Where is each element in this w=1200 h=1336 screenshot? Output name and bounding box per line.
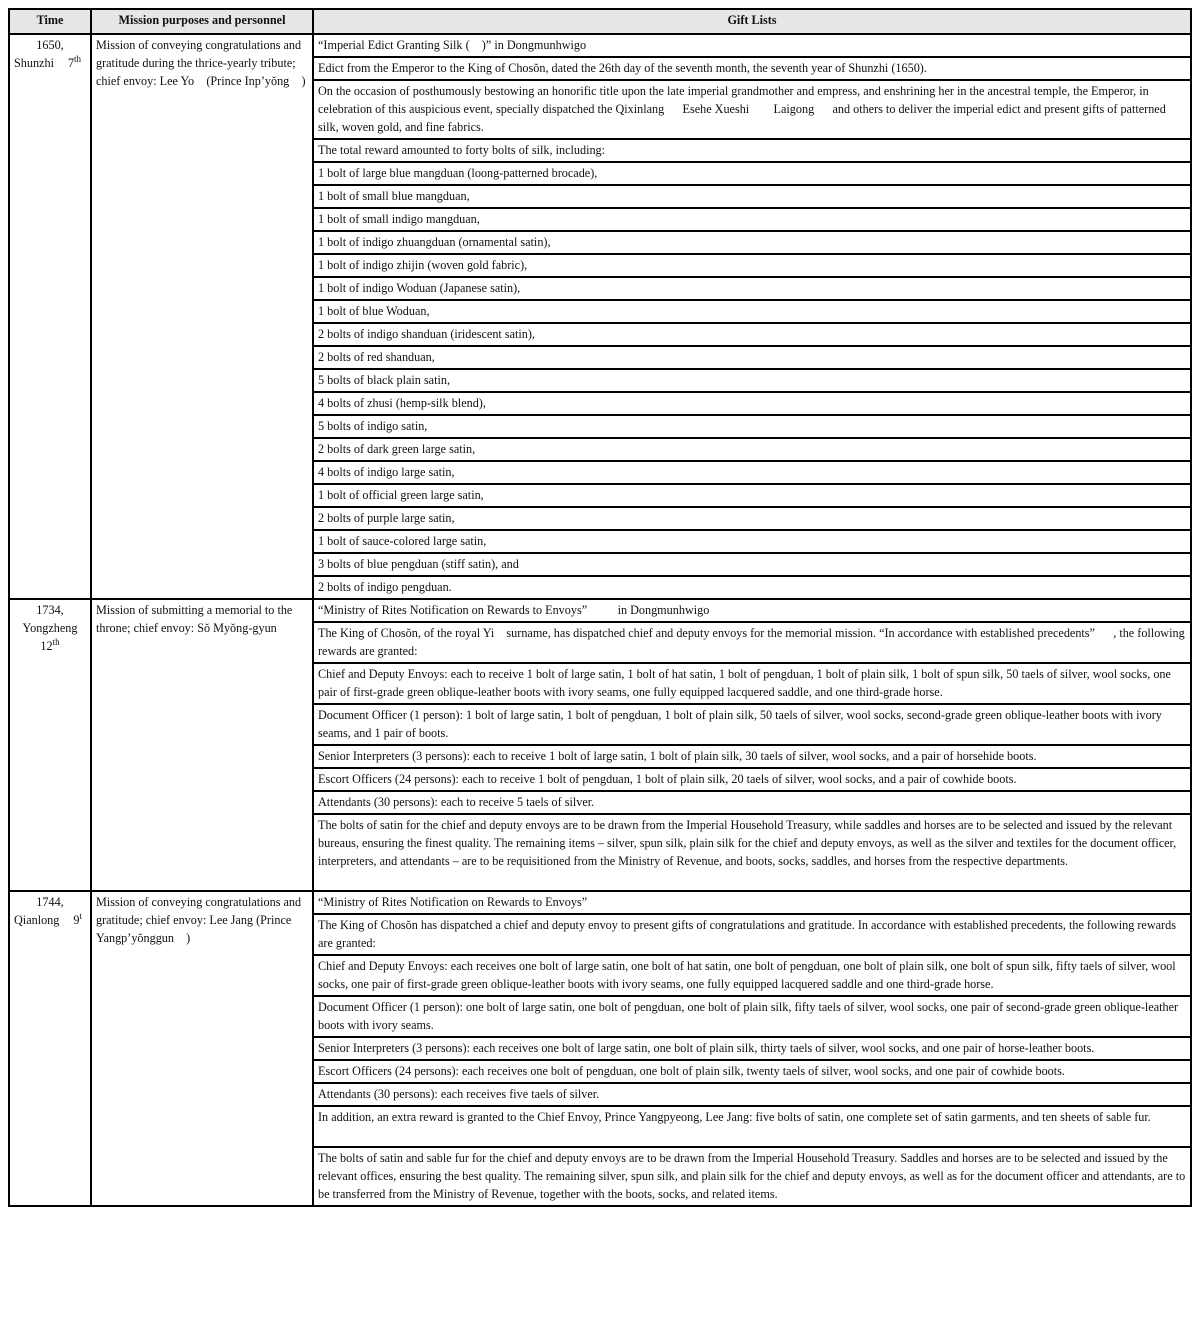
gift-item-cell: 2 bolts of red shanduan,	[313, 346, 1191, 369]
gift-item-cell: Document Officer (1 person): 1 bolt of large satin, 1 bolt of pengduan, 1 bolt of plain silk, 50 taels of silver, wool socks, second-grade green oblique-leather boots with ivory seams, and 1 pair of boots.	[313, 704, 1191, 745]
time-reign-ordinal	[14, 637, 86, 655]
gift-item-cell: The bolts of satin and sable fur for the chief and deputy envoys are to be drawn from the Imperial Household Treasury. Saddles and horses are to be selected and issued by the relevant offices, ensuring the best quality. The remaining silver, spun silk, and plain silk for the chief and deputy envoys, as well as for the document officer and attendants, are to be transferred from the Ministry of Revenue, together with the boots, socks, and related items.	[313, 1147, 1191, 1206]
time-reign-year: 12	[40, 639, 53, 653]
gift-item-cell: “Ministry of Rites Notification on Rewards to Envoys” in Dongmunhwigo	[313, 599, 1191, 622]
gift-item-cell: 1 bolt of large blue mangduan (loong-patterned brocade),	[313, 162, 1191, 185]
time-cell	[9, 599, 91, 891]
gift-item-cell: The King of Chosŏn, of the royal Yi surname, has dispatched chief and deputy envoys for the memorial mission. “In accordance with established precedents” , the following rewards are granted:	[313, 622, 1191, 663]
gift-item-cell: The bolts of satin for the chief and deputy envoys are to be drawn from the Imperial Household Treasury, while saddles and horses are to be selected and issued by the relevant bureaus, ensuring the finest quality. The remaining items – silver, spun silk, plain silk for the chief and deputy envoys, as well as the silver and textiles for the document officer, interpreters, and attendants – are to be requisitioned from the Ministry of Revenue, and boots, socks, saddles, and horses from the respective departments.	[313, 814, 1191, 891]
gift-item-cell: Chief and Deputy Envoys: each to receive 1 bolt of large satin, 1 bolt of hat satin, 1 bolt of pengduan, 1 bolt of plain silk, 1 bolt of spun silk, 50 taels of silver, wool socks, one pair of first-grade green oblique-leather boots with ivory seams, one fully equipped lacquered saddle, and one third-grade horse.	[313, 663, 1191, 704]
time-year: 1744,	[36, 895, 64, 909]
gift-item-cell: 4 bolts of indigo large satin,	[313, 461, 1191, 484]
gift-item-cell: 4 bolts of zhusi (hemp-silk blend),	[313, 392, 1191, 415]
gift-item-cell: Attendants (30 persons): each receives five taels of silver.	[313, 1083, 1191, 1106]
gift-item-cell: 1 bolt of official green large satin,	[313, 484, 1191, 507]
gift-item-cell: Escort Officers (24 persons): each to receive 1 bolt of pengduan, 1 bolt of plain silk, 20 taels of silver, wool socks, and a pair of cowhide boots.	[313, 768, 1191, 791]
gift-item-cell: Escort Officers (24 persons): each receives one bolt of pengduan, one bolt of plain silk, twenty taels of silver, wool socks, and one pair of cowhide boots.	[313, 1060, 1191, 1083]
table-row	[9, 891, 1191, 914]
time-reign	[14, 619, 86, 637]
time-cell	[9, 34, 91, 599]
header-gifts: Gift Lists	[313, 9, 1191, 34]
gift-item-cell: 1 bolt of small blue mangduan,	[313, 185, 1191, 208]
gift-lists-table	[8, 8, 1192, 1207]
time-year: 1734,	[36, 603, 64, 617]
gift-item-cell: 3 bolts of blue pengduan (stiff satin), and	[313, 553, 1191, 576]
gift-item-cell: 2 bolts of indigo shanduan (iridescent satin),	[313, 323, 1191, 346]
gift-item-cell: 1 bolt of small indigo mangduan,	[313, 208, 1191, 231]
time-ordinal-suffix: th	[74, 53, 82, 64]
gift-item-cell: In addition, an extra reward is granted to the Chief Envoy, Prince Yangpyeong, Lee Jang: five bolts of satin, one complete set of satin garments, and ten sheets of sable fur.	[313, 1106, 1191, 1147]
table-row	[9, 34, 1191, 57]
time-reign-name: Yongzheng	[22, 621, 78, 635]
mission-cell: Mission of conveying congratulations and gratitude during the thrice-yearly tribute; chief envoy: Lee Yo (Prince Inp’yŏng )	[91, 34, 313, 599]
table-body	[9, 34, 1191, 1206]
mission-cell: Mission of submitting a memorial to the throne; chief envoy: Sŏ Myŏng-gyun	[91, 599, 313, 891]
time-reign-year: 9	[73, 913, 80, 927]
time-year: 1650,	[36, 38, 64, 52]
gift-item-cell: On the occasion of posthumously bestowing an honorific title upon the late imperial grandmother and empress, and enshrining her in the ancestral temple, the Emperor, in celebration of this auspicious event, specially dispatched the Qixinlang Esehe Xueshi Laigong and others to deliver the imperial edict and present gifts of patterned silk, woven gold, and fine fabrics.	[313, 80, 1191, 139]
header-mission: Mission purposes and personnel	[91, 9, 313, 34]
gift-item-cell: 2 bolts of purple large satin,	[313, 507, 1191, 530]
gift-item-cell: Edict from the Emperor to the King of Chosŏn, dated the 26th day of the seventh month, the seventh year of Shunzhi (1650).	[313, 57, 1191, 80]
gift-item-cell: The total reward amounted to forty bolts of silk, including:	[313, 139, 1191, 162]
time-reign	[14, 54, 86, 72]
time-reign-year: 7	[67, 56, 75, 70]
gift-item-cell: Senior Interpreters (3 persons): each receives one bolt of large satin, one bolt of plain silk, thirty taels of silver, wool socks, and one pair of horse-leather boots.	[313, 1037, 1191, 1060]
gift-item-cell: Chief and Deputy Envoys: each receives one bolt of large satin, one bolt of hat satin, one bolt of pengduan, one bolt of plain silk, one bolt of spun silk, fifty taels of silver, wool socks, one pair of first-grade green oblique-leather boots with ivory seams, one fully equipped lacquered saddle and one third-grade horse.	[313, 955, 1191, 996]
header-time: Time	[9, 9, 91, 34]
header-row	[9, 9, 1191, 34]
gift-item-cell: 2 bolts of dark green large satin,	[313, 438, 1191, 461]
gift-item-cell: 1 bolt of sauce-colored large satin,	[313, 530, 1191, 553]
gift-item-cell: 1 bolt of indigo zhuangduan (ornamental satin),	[313, 231, 1191, 254]
gift-item-cell: 5 bolts of indigo satin,	[313, 415, 1191, 438]
time-ordinal-suffix: th	[52, 636, 60, 647]
gift-item-cell: The King of Chosŏn has dispatched a chief and deputy envoy to present gifts of congratulations and gratitude. In accordance with established precedents, the following rewards are granted:	[313, 914, 1191, 955]
gift-item-cell: Senior Interpreters (3 persons): each to receive 1 bolt of large satin, 1 bolt of plain silk, 30 taels of silver, wool socks, and a pair of horsehide boots.	[313, 745, 1191, 768]
time-reign	[14, 911, 86, 929]
gift-item-cell: “Ministry of Rites Notification on Rewards to Envoys”	[313, 891, 1191, 914]
gift-item-cell: 5 bolts of black plain satin,	[313, 369, 1191, 392]
gift-item-cell: Document Officer (1 person): one bolt of large satin, one bolt of pengduan, one bolt of plain silk, fifty taels of silver, wool socks, one pair of second-grade green oblique-leather boots with ivory seams.	[313, 996, 1191, 1037]
gift-item-cell: “Imperial Edict Granting Silk ( )” in Dongmunhwigo	[313, 34, 1191, 57]
time-cell	[9, 891, 91, 1206]
time-ordinal-suffix: t	[79, 910, 82, 921]
gift-item-cell: 1 bolt of blue Woduan,	[313, 300, 1191, 323]
table-header	[9, 9, 1191, 34]
gift-item-cell: 1 bolt of indigo Woduan (Japanese satin),	[313, 277, 1191, 300]
mission-cell: Mission of conveying congratulations and gratitude; chief envoy: Lee Jang (Prince Yangp’yŏnggun )	[91, 891, 313, 1206]
gift-item-cell: 2 bolts of indigo pengduan.	[313, 576, 1191, 599]
gift-item-cell: 1 bolt of indigo zhijin (woven gold fabric),	[313, 254, 1191, 277]
gift-item-cell: Attendants (30 persons): each to receive 5 taels of silver.	[313, 791, 1191, 814]
time-reign-name: Qianlong	[14, 913, 60, 927]
time-reign-name: Shunzhi	[14, 56, 54, 70]
table-row	[9, 599, 1191, 622]
